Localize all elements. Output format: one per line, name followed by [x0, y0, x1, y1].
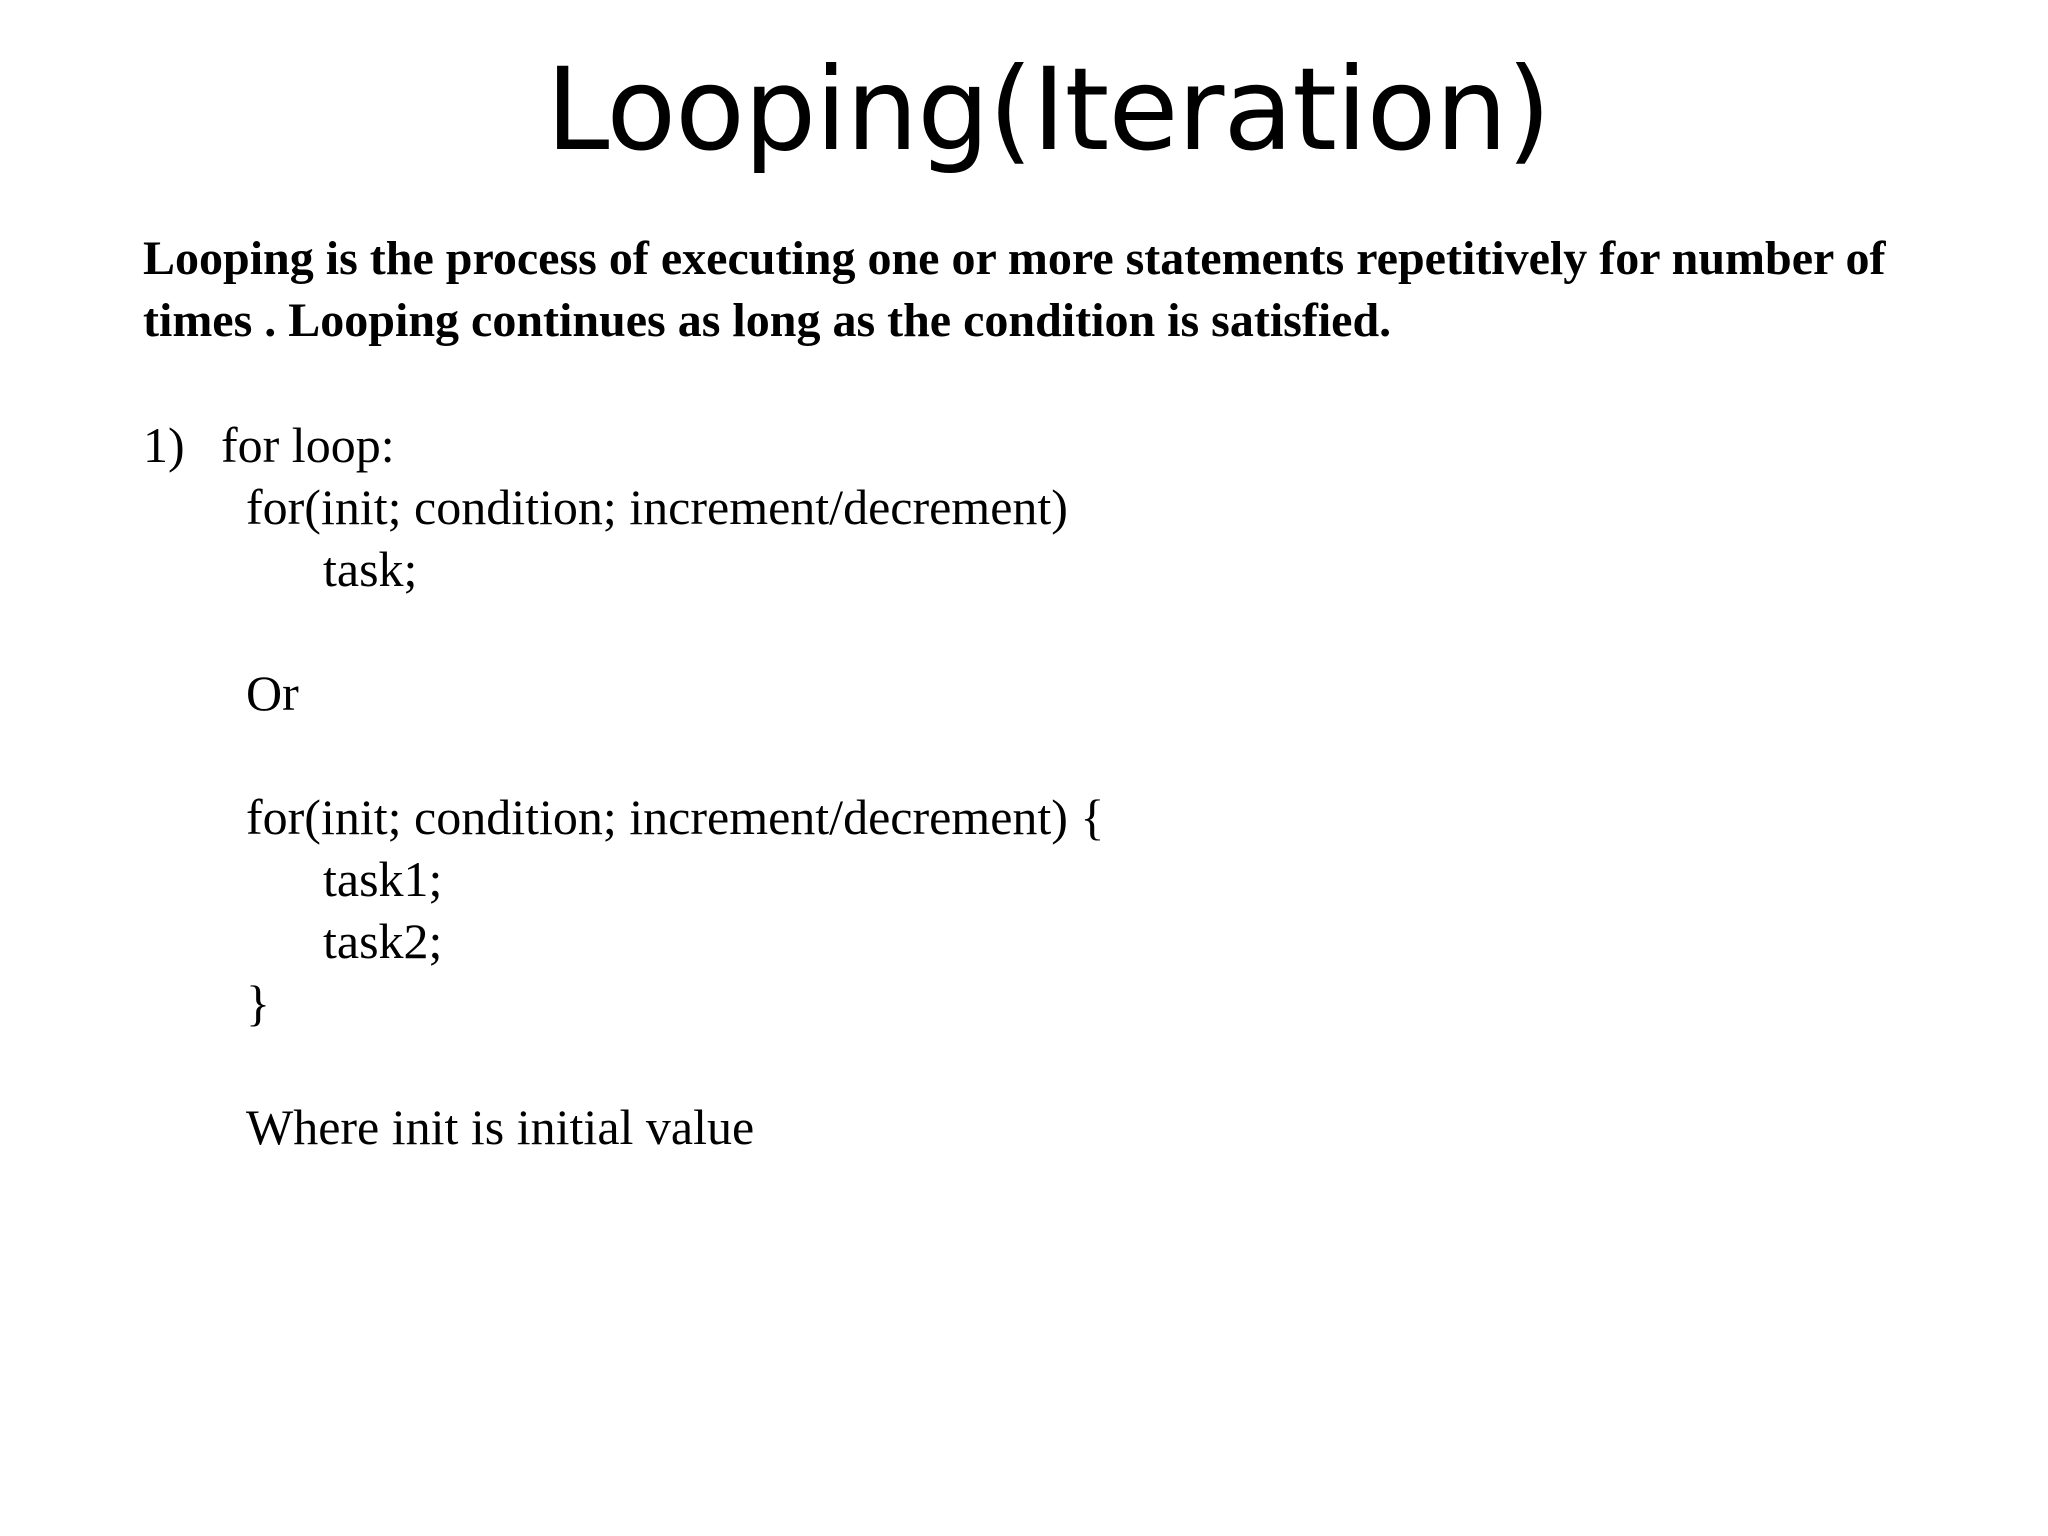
- list-label: for loop:: [221, 417, 395, 473]
- syntax1-body: task;: [323, 541, 418, 597]
- note-text: Where init is initial value: [246, 1099, 755, 1155]
- syntax2-task1: task1;: [323, 851, 443, 907]
- intro-paragraph: Looping is the process of executing one or more statements repetitively for number of times . Looping continues as long as the condition is satisfied.: [143, 232, 1886, 347]
- syntax2-task2: task2;: [323, 913, 443, 969]
- slide-title: Looping(Iteration): [545, 43, 1551, 176]
- list-number: 1): [143, 417, 185, 473]
- separator-or: Or: [246, 665, 299, 721]
- syntax2-header: for(init; condition; increment/decrement) {: [246, 789, 1105, 845]
- syntax2-close: }: [246, 975, 270, 1031]
- syntax1-header: for(init; condition; increment/decrement): [246, 479, 1068, 535]
